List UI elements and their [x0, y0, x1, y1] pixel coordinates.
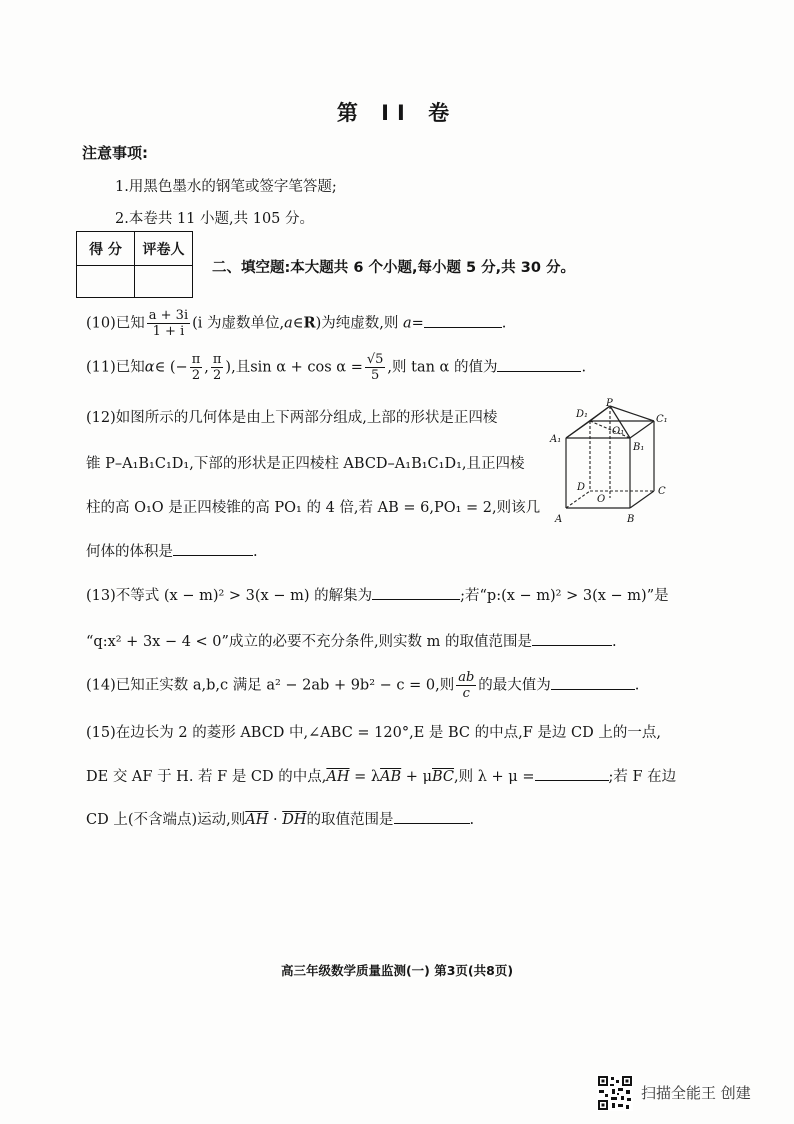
score-label: 得 分	[77, 232, 135, 266]
question-10: (10)已知 $\frac{a + 3i}{1 + i}$ (i 为虚数单位,a∈R)为纯虚数,则 a= .	[86, 308, 507, 339]
label-B: B	[627, 514, 635, 525]
label-O1: O₁	[612, 426, 625, 437]
question-number: (13)	[86, 588, 116, 604]
label-O: O	[597, 494, 606, 505]
page-title: 第 II 卷	[336, 101, 458, 125]
label-D1: D₁	[576, 409, 589, 420]
qr-code-icon	[597, 1075, 633, 1111]
question-13-line: (13)不等式 (x − m)² > 3(x − m) 的解集为 ;若“p:(x − m)² > 3(x − m)”是	[86, 584, 669, 605]
notice-heading: 注意事项:	[82, 144, 148, 162]
vector: $\overline{BC}$	[432, 769, 455, 785]
question-12-line: 柱的高 O₁O 是正四棱锥的高 PO₁ 的 4 倍,若 AB = 6,PO₁ = 2,则该几	[86, 500, 541, 516]
answer-blank[interactable]	[497, 357, 581, 372]
question-13-line: “q:x² + 3x − 4 < 0”成立的必要不充分条件,则实数 m 的取值范围是 .	[86, 630, 617, 651]
label-D: D	[577, 482, 586, 493]
vector: $\overline{DH}$	[282, 812, 307, 828]
question-15-line: (15)在边长为 2 的菱形 ABCD 中,∠ABC = 120°,E 是 BC 的中点,F 是边 CD 上的一点,	[86, 725, 661, 741]
answer-blank[interactable]	[551, 675, 635, 690]
answer-blank[interactable]	[424, 313, 502, 328]
score-box	[76, 231, 193, 298]
question-12-line: (12)如图所示的几何体是由上下两部分组成,上部的形状是正四棱	[86, 410, 498, 426]
fraction: $\frac{\pi}{2}$	[191, 352, 201, 383]
label-A1: A₁	[550, 434, 562, 445]
label-C1: C₁	[656, 414, 668, 425]
question-number: (12)	[86, 410, 116, 426]
answer-blank[interactable]	[372, 585, 460, 600]
grader-label: 评卷人	[135, 232, 193, 266]
notice-item: 1.用黑色墨水的钢笔或签字笔答题;	[115, 179, 337, 195]
answer-blank[interactable]	[173, 541, 253, 556]
fraction: $\frac{ab}{c}$	[458, 670, 475, 701]
geometry-figure	[540, 398, 680, 528]
question-12-line: 何体的体积是 .	[86, 540, 258, 561]
vector: $\overline{AH}$	[245, 812, 269, 828]
question-14: (14)已知正实数 a,b,c 满足 a² − 2ab + 9b² − c = 0,则 $\frac{ab}{c}$ 的最大值为 .	[86, 670, 640, 701]
answer-blank[interactable]	[532, 631, 612, 646]
question-number: (15)	[86, 725, 116, 741]
label-C: C	[658, 486, 666, 497]
label-P: P	[606, 398, 613, 409]
label-A: A	[555, 514, 563, 525]
scanner-watermark: 扫描全能王 创建	[641, 1084, 751, 1102]
label-B1: B₁	[633, 442, 645, 453]
vector: $\overline{AH}$	[326, 769, 350, 785]
vector: $\overline{AB}$	[380, 769, 402, 785]
question-number: (10)	[86, 315, 116, 332]
question-12-line: 锥 P–A₁B₁C₁D₁,下部的形状是正四棱柱 ABCD–A₁B₁C₁D₁,且正四棱	[86, 456, 525, 472]
fraction: $\frac{a + 3i}{1 + i}$	[148, 308, 189, 339]
question-number: (14)	[86, 677, 116, 694]
question-number: (11)	[86, 359, 116, 376]
page-footer: 高三年级数学质量监测(一) 第3页(共8页)	[280, 963, 514, 978]
section-title: 二、填空题:本大题共 6 个小题,每小题 5 分,共 30 分。	[212, 260, 575, 276]
answer-blank[interactable]	[535, 766, 609, 781]
fraction: $\frac{\pi}{2}$	[212, 352, 222, 383]
fraction: $\frac{√5}{5}$	[366, 352, 384, 383]
answer-blank[interactable]	[394, 809, 470, 824]
question-15-line: DE 交 AF 于 H. 若 F 是 CD 的中点$,\overline{AH} = \lambda\overline{AB} + \mu\overline{BC}$,则 λ + μ = ;若 F 在边	[86, 765, 676, 786]
question-15-line: CD 上(不含端点)运动,则$\overline{AH} \cdot \overline{DH}$的取值范围是 .	[86, 808, 474, 829]
grader-cell[interactable]	[135, 266, 193, 298]
notice-item: 2.本卷共 11 小题,共 105 分。	[115, 211, 315, 227]
question-11: (11)已知α∈ (− $\frac{\pi}{2}$ , $\frac{\pi}{2}$ ),且sin α + cos α = $\frac{√5}{5}$ ,则 tan α 的值为 .	[86, 352, 587, 383]
score-cell[interactable]	[77, 266, 135, 298]
